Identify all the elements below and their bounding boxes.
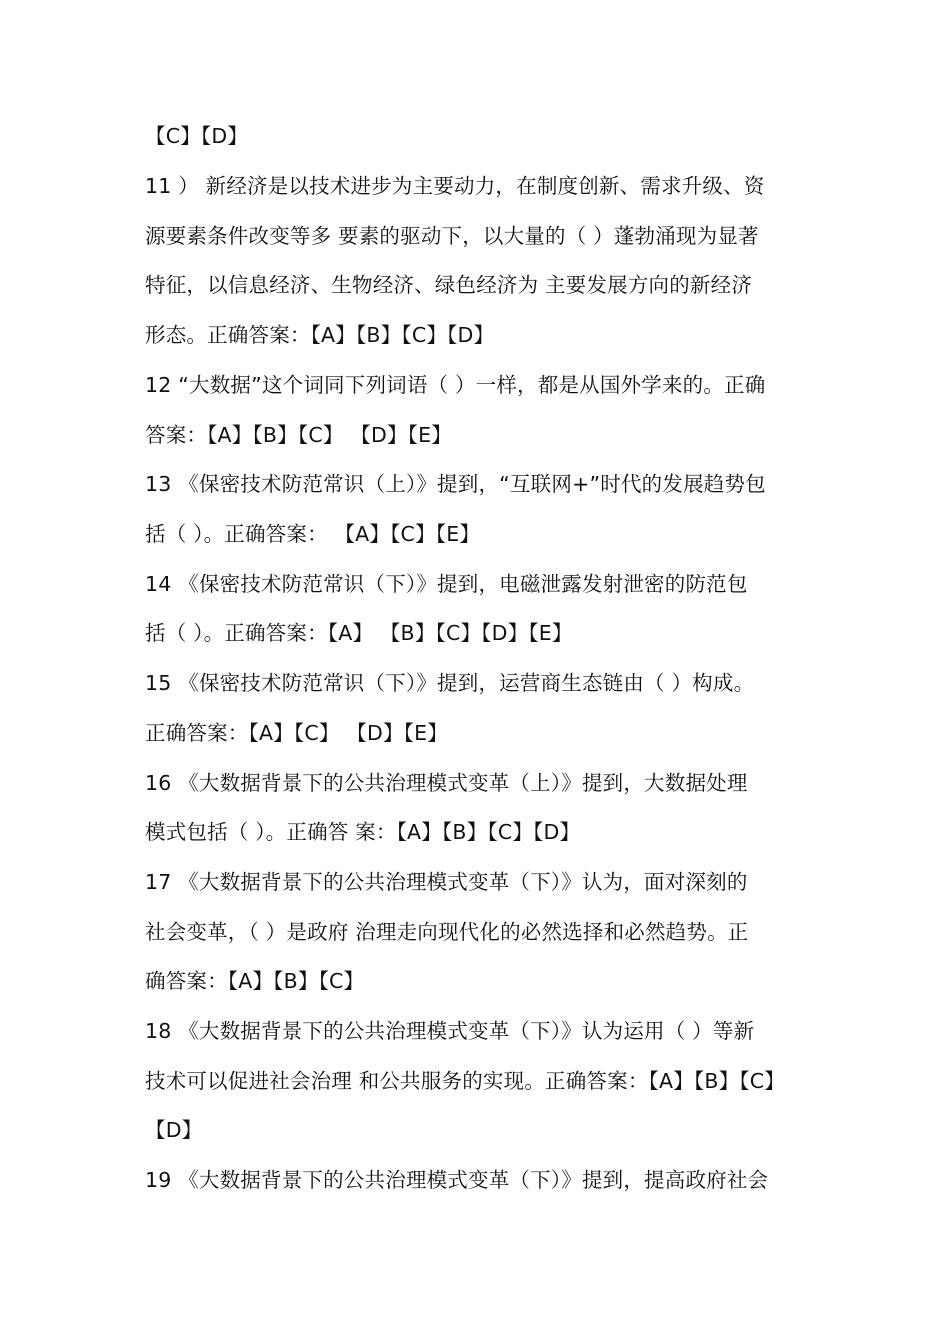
- answer-line: 模式包括（ ）。正确答 案：【A】【B】【C】【D】: [145, 820, 581, 844]
- answer-line: 括（ ）。正确答案： 【A】【C】【E】: [145, 522, 481, 546]
- answer-line: 形态。正确答案：【A】【B】【C】【D】: [145, 323, 495, 347]
- question-19-line: 19 《大数据背景下的公共治理模式变革（下）》提到，提高政府社会: [145, 1168, 769, 1192]
- text-line: 源要素条件改变等多 要素的驱动下，以大量的（ ）蓬勃涌现为显著: [145, 224, 759, 248]
- answer-line: 括（ ）。正确答案：【A】 【B】【C】【D】【E】: [145, 621, 573, 645]
- answer-line: 答案：【A】【B】【C】 【D】【E】: [145, 423, 452, 447]
- answer-line: 确答案：【A】【B】【C】: [145, 969, 365, 993]
- answer-line: 【D】: [145, 1118, 203, 1142]
- question-18-line: 18 《大数据背景下的公共治理模式变革（下）》认为运用（ ）等新: [145, 1019, 755, 1043]
- question-15-line: 15 《保密技术防范常识（下）》提到，运营商生态链由（ ）构成。: [145, 671, 755, 695]
- question-13-line: 13 《保密技术防范常识（上）》提到，“互联网+”时代的发展趋势包: [145, 472, 766, 496]
- text-line: 【C】【D】: [145, 124, 249, 148]
- question-11-line: 11 ） 新经济是以技术进步为主要动力，在制度创新、需求升级、资: [145, 174, 765, 198]
- question-17-line: 17 《大数据背景下的公共治理模式变革（下）》认为，面对深刻的: [145, 870, 748, 894]
- question-14-line: 14 《保密技术防范常识（下）》提到，电磁泄露发射泄密的防范包: [145, 572, 748, 596]
- text-line: 特征，以信息经济、生物经济、绿色经济为 主要发展方向的新经济: [145, 273, 753, 297]
- question-16-line: 16 《大数据背景下的公共治理模式变革（上）》提到，大数据处理: [145, 771, 748, 795]
- answer-line: 正确答案：【A】【C】 【D】【E】: [145, 721, 448, 745]
- answer-line: 技术可以促进社会治理 和公共服务的实现。正确答案：【A】【B】【C】: [145, 1069, 785, 1093]
- question-12-line: 12 “大数据”这个词同下列词语（ ）一样，都是从国外学来的。正确: [145, 373, 766, 397]
- text-line: 社会变革，（ ）是政府 治理走向现代化的必然选择和必然趋势。正: [145, 920, 749, 944]
